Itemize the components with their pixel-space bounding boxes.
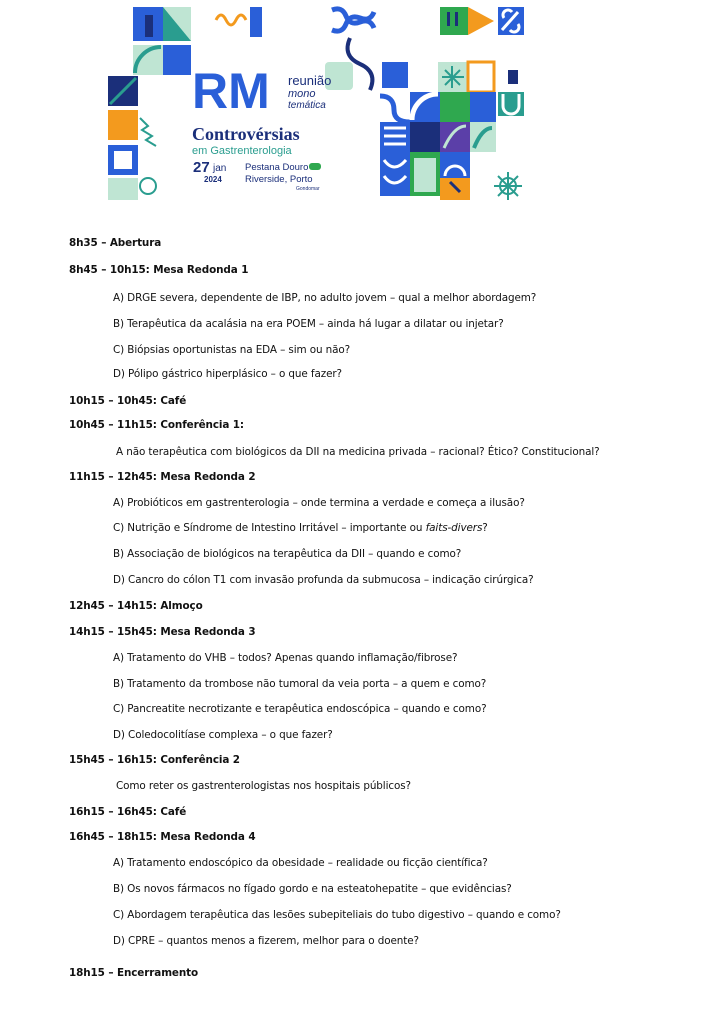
brand-sub-2: mono: [288, 88, 316, 100]
list-item: A) Probióticos em gastrenterologia – onde termina a verdade e começa a ilusão?: [113, 497, 525, 509]
list-item: A) Tratamento do VHB – todos? Apenas quando inflamação/fibrose?: [113, 652, 458, 664]
list-item: A) DRGE severa, dependente de IBP, no adulto jovem – qual a melhor abordagem?: [113, 292, 537, 304]
mesa3-heading: 14h15 – 15h45: Mesa Redonda 3: [69, 626, 256, 638]
coffee-break-1: 10h15 – 10h45: Café: [69, 395, 187, 407]
snowflake-icon: [494, 172, 522, 200]
zigzag-icon: [140, 118, 156, 146]
lunch: 12h45 – 14h15: Almoço: [69, 600, 203, 612]
mesa4-heading: 16h45 – 18h15: Mesa Redonda 4: [69, 831, 256, 843]
list-item: C) Abordagem terapêutica das lesões subepiteliais do tubo digestivo – quando e como?: [113, 909, 561, 921]
banner-title: Controvérsias: [192, 124, 300, 144]
list-item-text: C) Nutrição e Síndrome de Intestino Irritável – importante ou: [113, 522, 426, 534]
conf1-text: A não terapêutica com biológicos da DII na medicina privada – racional? Ético? Constitucional?: [116, 446, 600, 458]
list-item: D) Coledocolitíase complexa – o que fazer?: [113, 729, 333, 741]
venue-2: Riverside, Porto: [245, 174, 313, 185]
list-item: B) Terapêutica da acalásia na era POEM – ainda há lugar a dilatar ou injetar?: [113, 318, 504, 330]
list-item: B) Os novos fármacos no fígado gordo e na esteatohepatite – que evidências?: [113, 883, 512, 895]
list-item-end: ?: [482, 522, 488, 534]
opening: 8h35 – Abertura: [69, 237, 162, 249]
venue-1: Pestana Douro: [245, 162, 309, 173]
play-icon: [468, 7, 494, 35]
list-item: B) Tratamento da trombose não tumoral da veia porta – a quem e como?: [113, 678, 487, 690]
conf2-heading: 15h45 – 16h15: Conferência 2: [69, 754, 240, 766]
venue-3: Gondomar: [296, 186, 320, 192]
brand-sub-3: temática: [288, 100, 326, 111]
brand-logo: RM: [192, 63, 270, 119]
brand-sub-1: reunião: [288, 73, 332, 88]
list-item: D) CPRE – quantos menos a fizerem, melhor para o doente?: [113, 935, 419, 947]
conf1-heading: 10h45 – 11h15: Conferência 1:: [69, 419, 244, 431]
date-day: 27: [193, 159, 210, 176]
list-item: C) Pancreatite necrotizante e terapêutica endoscópica – quando e como?: [113, 703, 487, 715]
list-item: D) Pólipo gástrico hiperplásico – o que fazer?: [113, 368, 342, 380]
conf2-text: Como reter os gastrenterologistas nos hospitais públicos?: [116, 780, 411, 792]
mesa2-heading: 11h15 – 12h45: Mesa Redonda 2: [69, 471, 256, 483]
list-item: [113, 522, 488, 534]
sun-icon: [140, 178, 156, 194]
date-year: 2024: [204, 175, 222, 184]
event-banner: [100, 0, 530, 212]
list-item: B) Associação de biológicos na terapêutica da DII – quando e como?: [113, 548, 462, 560]
wave-icon: [216, 15, 246, 25]
closing: 18h15 – Encerramento: [69, 967, 199, 979]
mesa1-heading: 8h45 – 10h15: Mesa Redonda 1: [69, 264, 249, 276]
list-item: D) Cancro do cólon T1 com invasão profunda da submucosa – indicação cirúrgica?: [113, 574, 534, 586]
list-item: A) Tratamento endoscópico da obesidade – realidade ou ficção científica?: [113, 857, 488, 869]
coffee-break-2: 16h15 – 16h45: Café: [69, 806, 187, 818]
banner-subtitle: em Gastrenterologia: [192, 145, 292, 157]
italic-term: faits-divers: [425, 522, 483, 534]
list-item: C) Biópsias oportunistas na EDA – sim ou não?: [113, 344, 351, 356]
date-month: jan: [213, 163, 227, 174]
